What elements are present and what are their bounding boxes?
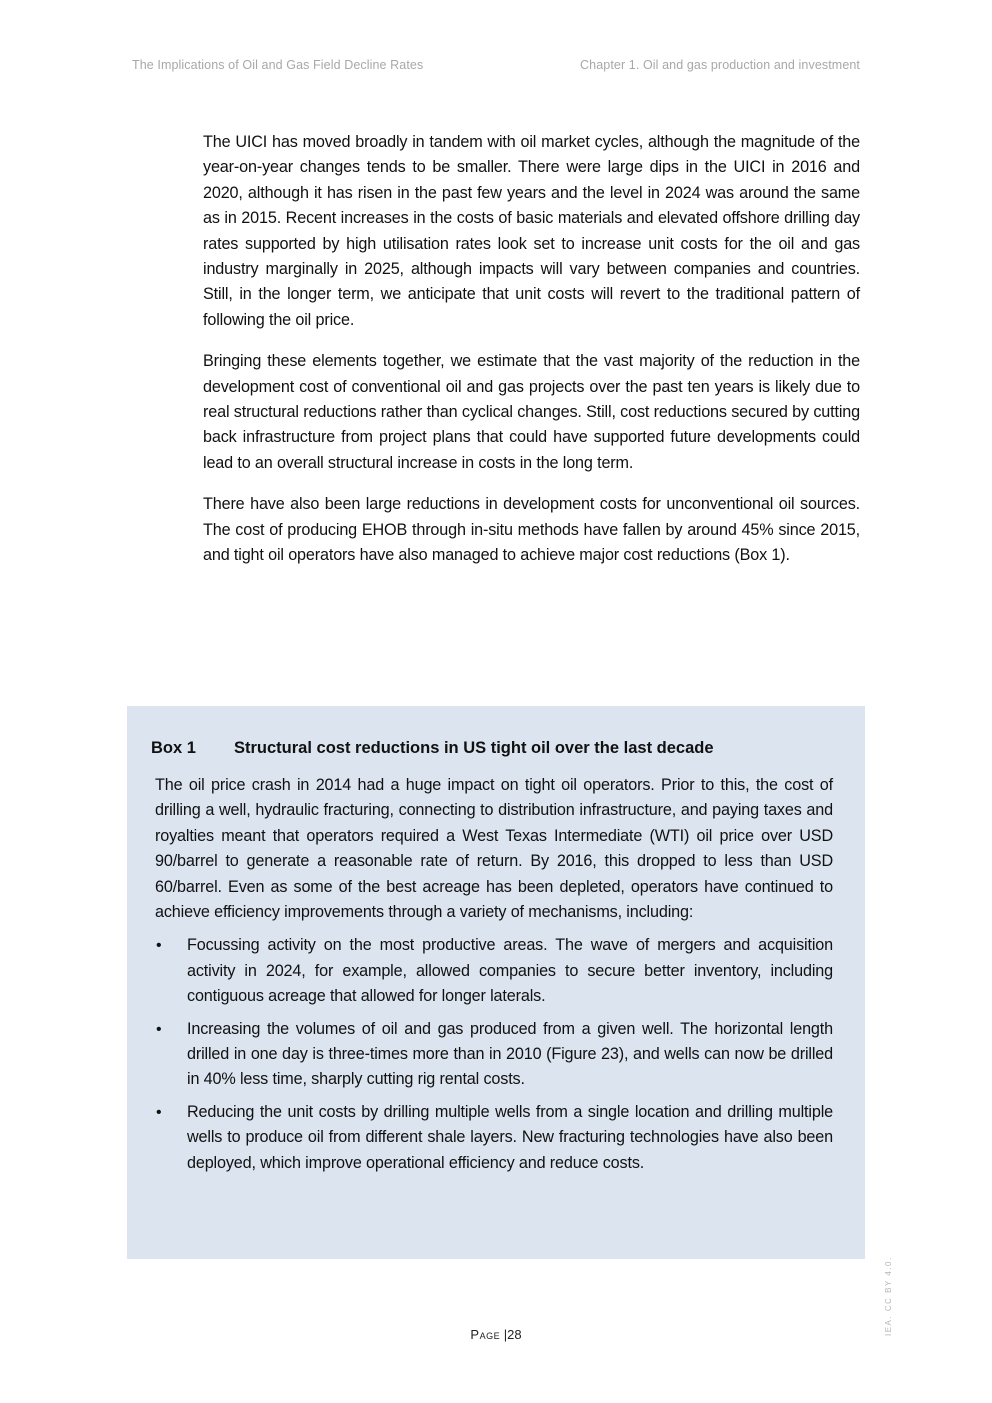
box-intro-paragraph: The oil price crash in 2014 had a huge impact on tight oil operators. Prior to this, the cost of drilling a well, hydraulic fracturing, connecting to distribution infrastructure, and paying taxes and royalties meant that operators required a West Texas Intermediate (WTI) oil price over USD 90/barrel to generate a reasonable rate of return. By 2016, this dropped to less than USD 60/barrel. Even as some of the best acreage has been depleted, operators have continued to achieve efficiency improvements through a variety of mechanisms, including: (155, 776, 833, 922)
bullet-text: Reducing the unit costs by drilling multiple wells from a single location and drilling multiple wells to produce oil from different shale layers. New fracturing technologies have also been deployed, which improve operational efficiency and reduce costs. (187, 1102, 833, 1172)
list-item (155, 1017, 833, 1093)
bullet-text: Focussing activity on the most productive areas. The wave of mergers and acquisition activity in 2024, for example, allowed companies to secure better inventory, including contiguous acreage that allowed for longer laterals. (187, 936, 833, 1006)
bullet-icon: • (156, 1103, 162, 1121)
body-paragraph: The UICI has moved broadly in tandem with oil market cycles, although the magnitude of the year-on-year changes tends to be smaller. There were large dips in the UICI in 2016 and 2020, although it has risen in the past few years and the level in 2024 was around the same as in 2015. Recent increases in the costs of basic materials and elevated offshore drilling day rates supported by high utilisation rates look set to increase unit costs for the oil and gas industry marginally in 2025, although impacts will vary between companies and countries. Still, in the longer term, we anticipate that unit costs will revert to the traditional pattern of following the oil price. (203, 133, 860, 329)
license-notice: IEA. CC BY 4.0. (884, 1256, 893, 1336)
box-1-panel (127, 706, 865, 1259)
header-document-title: The Implications of Oil and Gas Field Decline Rates (132, 58, 424, 72)
body-paragraph: Bringing these elements together, we estimate that the vast majority of the reduction in the development cost of conventional oil and gas projects over the past ten years is likely due to real structural reductions rather than cyclical changes. Still, cost reductions secured by cutting back infrastructure from project plans that could have supported future developments could lead to an overall structural increase in costs in the long term. (203, 352, 860, 472)
page-footer (0, 1327, 992, 1342)
page-label: Page (470, 1327, 501, 1342)
header-chapter-title: Chapter 1. Oil and gas production and investment (580, 58, 860, 72)
bullet-text: Increasing the volumes of oil and gas produced from a given well. The horizontal length drilled in one day is three-times more than in 2010 (Figure 23), and wells can now be drilled in 40% less time, sharply cutting rig rental costs. (187, 1019, 833, 1089)
list-item (155, 1100, 833, 1176)
list-item (155, 933, 833, 1009)
running-header (132, 58, 860, 72)
page-number: 28 (507, 1327, 522, 1342)
bullet-icon: • (156, 1020, 162, 1038)
box-heading (151, 739, 714, 758)
body-text (203, 130, 860, 585)
bullet-icon: • (156, 937, 162, 955)
box-number: Box 1 (151, 739, 196, 757)
page-separator: | (503, 1327, 508, 1342)
box-content (155, 773, 833, 1183)
box-bullet-list (155, 933, 833, 1176)
body-paragraph: There have also been large reductions in development costs for unconventional oil sources. The cost of producing EHOB through in-situ methods have fallen by around 45% since 2015, and tight oil operators have also managed to achieve major cost reductions (Box 1). (203, 495, 860, 565)
box-title: Structural cost reductions in US tight oil over the last decade (234, 739, 714, 757)
